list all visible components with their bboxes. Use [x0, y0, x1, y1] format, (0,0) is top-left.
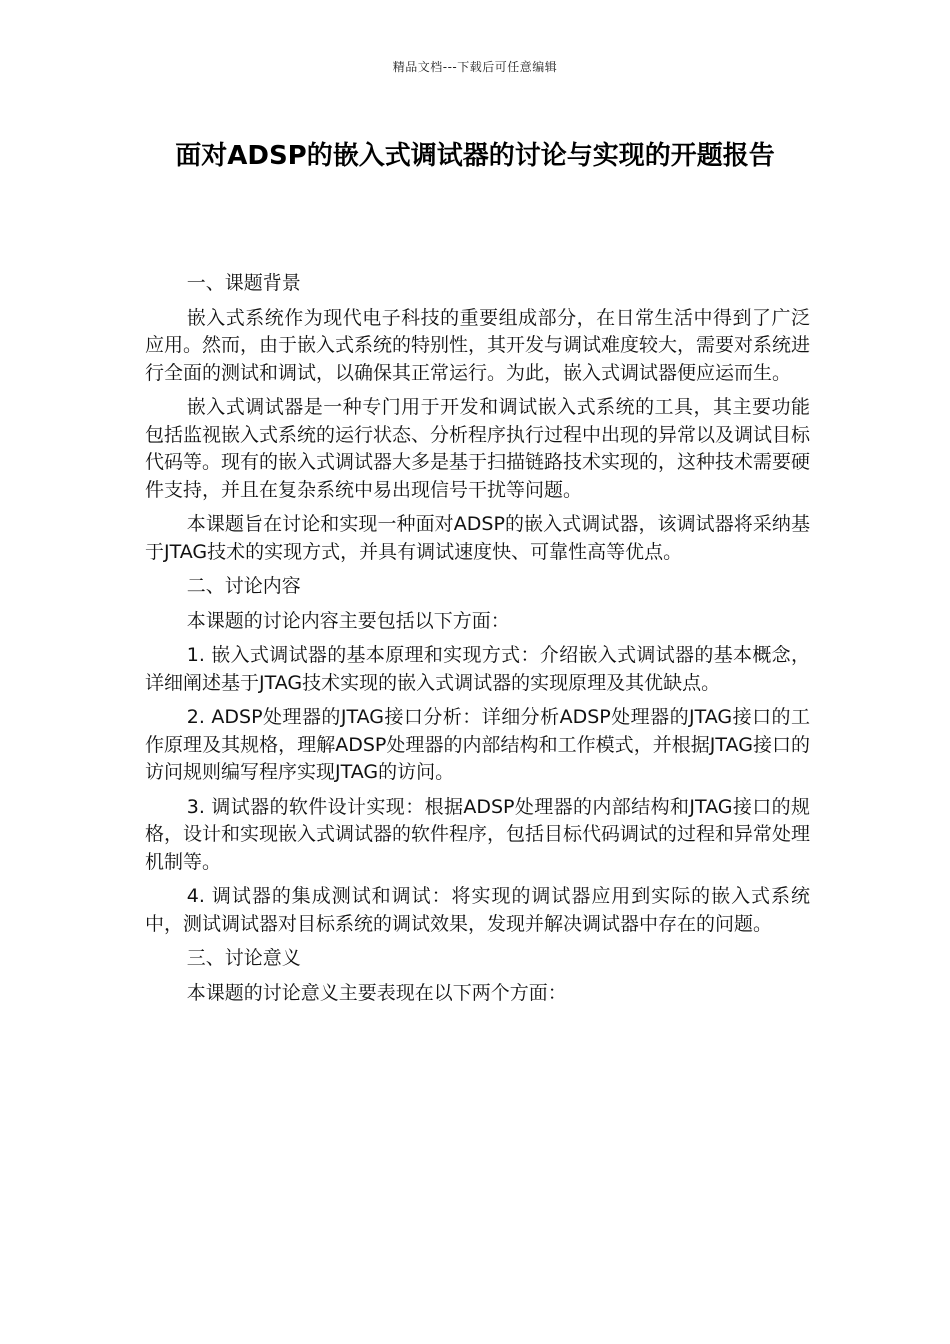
paragraph: 嵌入式系统作为现代电子科技的重要组成部分，在日常生活中得到了广泛应用。然而，由于嵌入式系统的特别性，其开发与调试难度较大，需要对系统进行全面的测试和调试，以确保其正常运行。为此，嵌入式调试器便应运而生。	[145, 306, 811, 384]
paragraph: 本课题的讨论内容主要包括以下方面：	[186, 609, 510, 632]
document-title: 面对ADSP的嵌入式调试器的讨论与实现的开题报告	[175, 141, 775, 171]
header-note: 精品文档---下载后可任意编辑	[392, 60, 558, 74]
list-item: 4. 调试器的集成测试和调试：将实现的调试器应用到实际的嵌入式系统中，测试调试器对目标系统的调试效果，发现并解决调试器中存在的问题。	[145, 885, 810, 935]
paragraph: 本课题的讨论意义主要表现在以下两个方面：	[186, 981, 567, 1004]
section-heading-content: 二、讨论内容	[186, 575, 301, 597]
section-heading-background: 一、课题背景	[186, 272, 301, 294]
list-item: 1. 嵌入式调试器的基本原理和实现方式：介绍嵌入式调试器的基本概念，详细阐述基于JTAG技术实现的嵌入式调试器的实现原理及其优缺点。	[145, 644, 810, 694]
list-item: 2. ADSP处理器的JTAG接口分析：详细分析ADSP处理器的JTAG接口的工作原理及其规格，理解ADSP处理器的内部结构和工作模式，并根据JTAG接口的访问规则编写程序实现JTAG的访问。	[145, 706, 810, 783]
paragraph: 嵌入式调试器是一种专门用于开发和调试嵌入式系统的工具，其主要功能包括监视嵌入式系统的运行状态、分析程序执行过程中出现的异常以及调试目标代码等。现有的嵌入式调试器大多是基于扫描链路技术实现的，这种技术需要硬件支持，并且在复杂系统中易出现信号干扰等问题。	[145, 396, 811, 501]
document-body	[145, 270, 810, 1014]
paragraph: 本课题旨在讨论和实现一种面对ADSP的嵌入式调试器，该调试器将采纳基于JTAG技术的实现方式，并具有调试速度快、可靠性高等优点。	[145, 513, 810, 563]
list-item: 3. 调试器的软件设计实现：根据ADSP处理器的内部结构和JTAG接口的规格，设计和实现嵌入式调试器的软件程序，包括目标代码调试的过程和异常处理机制等。	[145, 795, 811, 873]
section-heading-significance: 三、讨论意义	[186, 947, 301, 969]
